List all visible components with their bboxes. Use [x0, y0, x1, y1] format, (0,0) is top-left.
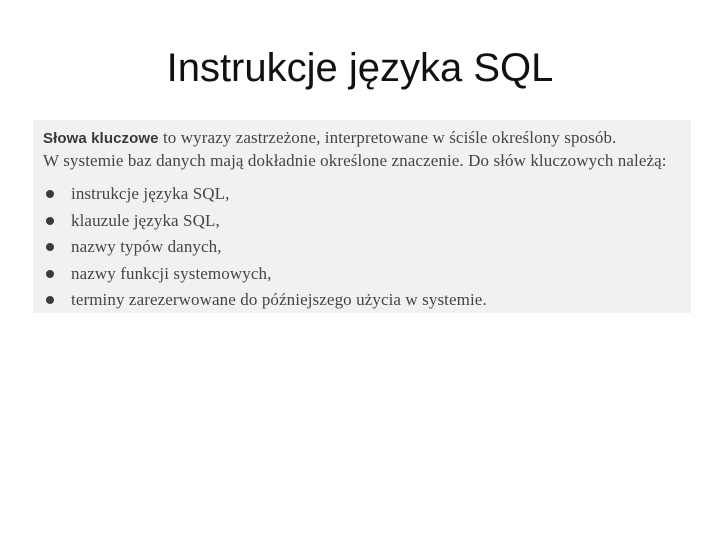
list-item-text: terminy zarezerwowane do późniejszego użycia w systemie. [71, 290, 487, 309]
bullet-icon [46, 296, 54, 304]
list-item-text: instrukcje języka SQL, [71, 184, 230, 203]
list-item [43, 261, 683, 288]
list-item [43, 234, 683, 261]
bullet-icon [46, 243, 54, 251]
intro-paragraph [43, 127, 683, 172]
slide-title: Instrukcje języka SQL [166, 46, 554, 90]
intro-line2: W systemie baz danych mają dokładnie określone znaczenie. Do słów kluczowych należą: [43, 151, 667, 170]
list-item-text: nazwy funkcji systemowych, [71, 263, 272, 283]
bullet-icon [46, 217, 54, 225]
intro-line1-rest: to wyrazy zastrzeżone, interpretowane w ściśle określony sposób. [158, 128, 617, 147]
list-item [43, 287, 683, 314]
list-item [43, 208, 683, 235]
bullet-icon [46, 190, 54, 198]
scanned-text-image [33, 120, 691, 313]
keyword-term: Słowa kluczowe [43, 130, 159, 147]
list-item-text: klauzule języka SQL, [71, 210, 220, 230]
list-item-text: nazwy typów danych, [71, 237, 222, 256]
list-item [43, 181, 683, 208]
keyword-list [43, 181, 683, 314]
bullet-icon [46, 270, 54, 278]
